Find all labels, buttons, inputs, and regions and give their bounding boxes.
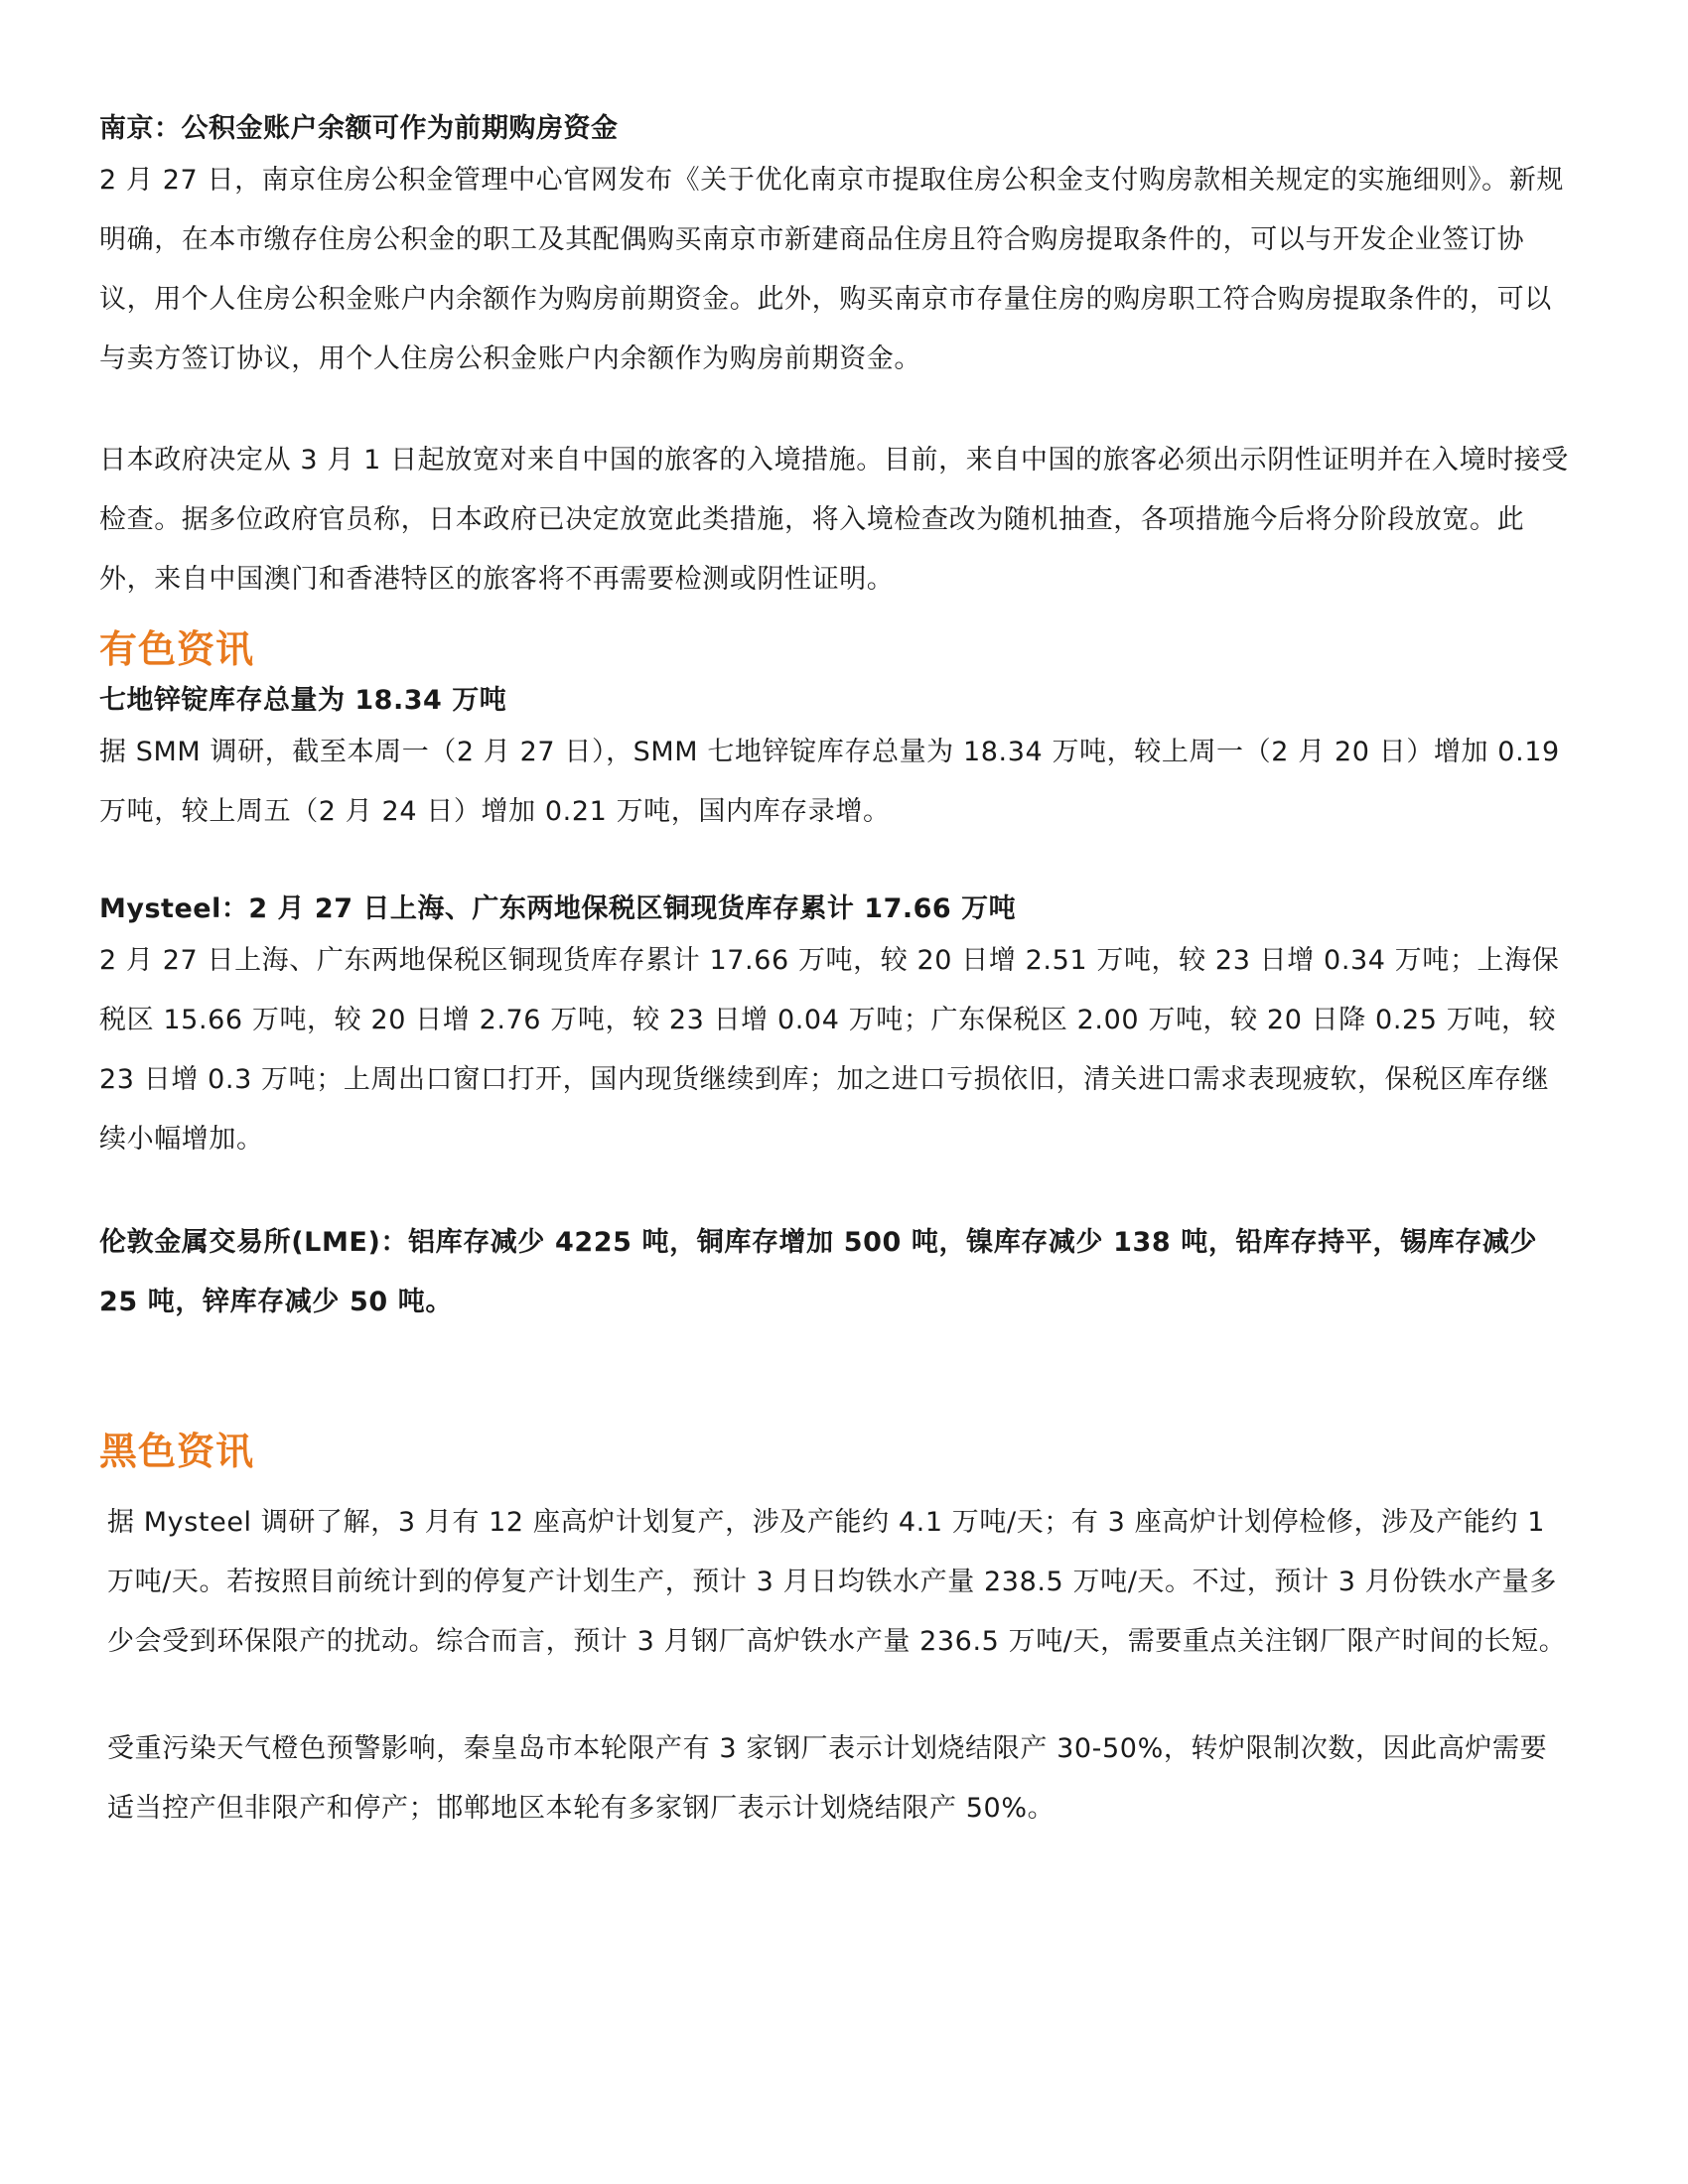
zinc-news-title: 七地锌锭库存总量为 18.34 万吨 — [99, 685, 507, 716]
document-page — [99, 107, 1569, 1839]
ferrous-section-heading: 黑色资讯 — [99, 1430, 255, 1473]
nanjing-news — [99, 107, 1569, 389]
zinc-news-body: 据 SMM 调研，截至本周一（2 月 27 日），SMM 七地锌锭库存总量为 18.34 万吨，较上周一（2 月 20 日）增加 0.19 万吨，较上周五（2 月 24 日）增加 0.21 万吨，国内库存录增。 — [99, 737, 1560, 827]
japan-news-body: 日本政府决定从 3 月 1 日起放宽对来自中国的旅客的入境措施。目前，来自中国的旅客必须出示阴性证明并在入境时接受检查。据多位政府官员称，日本政府已决定放宽此类措施，将入境检查改为随机抽查，各项措施今后将分阶段放宽。此外，来自中国澳门和香港特区的旅客将不再需要检测或阴性证明。 — [99, 445, 1569, 595]
japan-news — [99, 431, 1569, 610]
nanjing-news-title: 南京：公积金账户余额可作为前期购房资金 — [99, 113, 619, 144]
lme-news — [99, 1213, 1569, 1332]
furnace-news — [99, 1493, 1569, 1672]
nonferrous-section-heading: 有色资讯 — [99, 627, 255, 671]
lme-news-body: 伦敦金属交易所(LME)：铝库存减少 4225 吨，铜库存增加 500 吨，镍库存减少 138 吨，铅库存持平，锡库存减少 25 吨，锌库存减少 50 吨。 — [99, 1227, 1538, 1317]
nanjing-news-body: 2 月 27 日，南京住房公积金管理中心官网发布《关于优化南京市提取住房公积金支付购房款相关规定的实施细则》。新规明确，在本市缴存住房公积金的职工及其配偶购买南京市新建商品住房且符合购房提取条件的，可以与开发企业签订协议，用个人住房公积金账户内余额作为购房前期资金。此外，购买南京市存量住房的购房职工符合购房提取条件的，可以与卖方签订协议，用个人住房公积金账户内余额作为购房前期资金。 — [99, 165, 1564, 374]
pollution-news-body: 受重污染天气橙色预警影响，秦皇岛市本轮限产有 3 家钢厂表示计划烧结限产 30-50%，转炉限制次数，因此高炉需要适当控产但非限产和停产；邯郸地区本轮有多家钢厂表示计划烧结限产 50%。 — [107, 1733, 1548, 1824]
copper-news-body: 2 月 27 日上海、广东两地保税区铜现货库存累计 17.66 万吨，较 20 日增 2.51 万吨，较 23 日增 0.34 万吨；上海保税区 15.66 万吨，较 20 日增 2.76 万吨，较 23 日增 0.04 万吨；广东保税区 2.00 万吨，较 20 日降 0.25 万吨，较 23 日增 0.3 万吨；上周出口窗口打开，国内现货继续到库；加之进口亏损依旧，清关进口需求表现疲软，保税区库存继续小幅增加。 — [99, 945, 1560, 1155]
zinc-news — [99, 679, 1569, 842]
copper-news — [99, 887, 1569, 1169]
copper-news-title: Mysteel：2 月 27 日上海、广东两地保税区铜现货库存累计 17.66 万吨 — [99, 893, 1017, 924]
furnace-news-body: 据 Mysteel 调研了解，3 月有 12 座高炉计划复产，涉及产能约 4.1 万吨/天；有 3 座高炉计划停检修，涉及产能约 1 万吨/天。若按照目前统计到的停复产计划生产，预计 3 月日均铁水产量 238.5 万吨/天。不过，预计 3 月份铁水产量多少会受到环保限产的扰动。综合而言，预计 3 月钢厂高炉铁水产量 236.5 万吨/天，需要重点关注钢厂限产时间的长短。 — [107, 1507, 1567, 1657]
pollution-news — [99, 1719, 1569, 1839]
